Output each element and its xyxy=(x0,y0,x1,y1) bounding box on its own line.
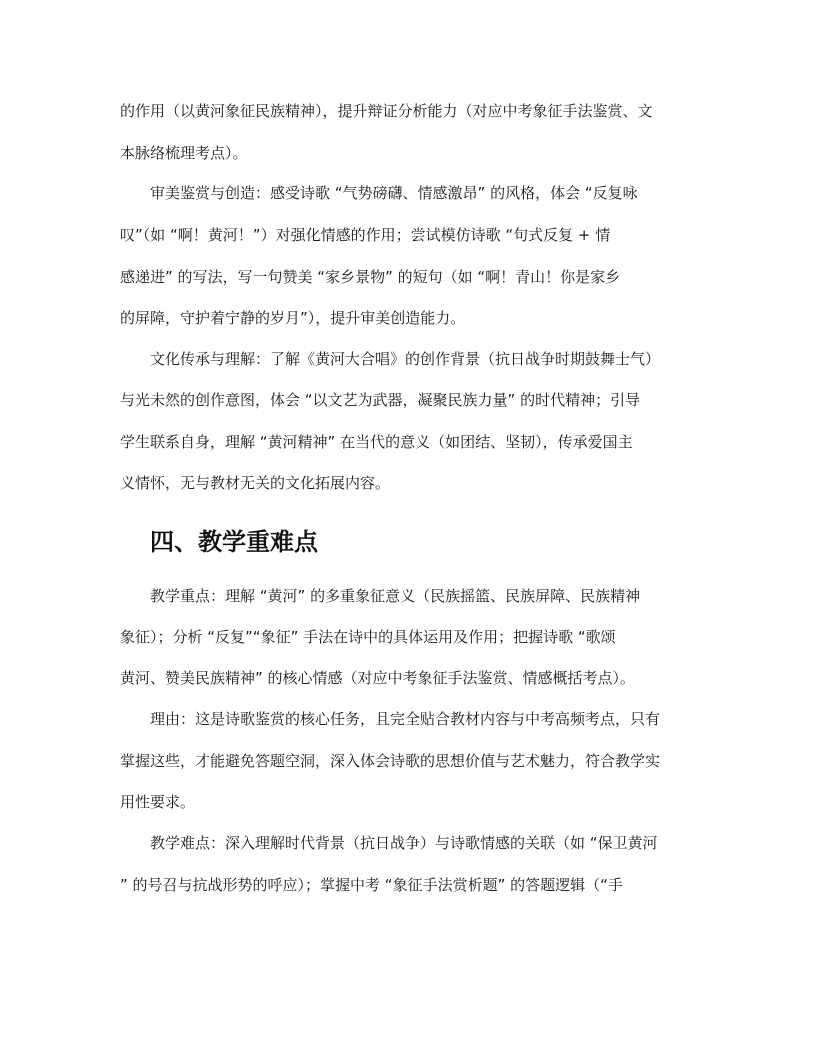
paragraph-line: 黄河、赞美民族精神” 的核心情感（对应中考象征手法鉴赏、情感概括考点）。 xyxy=(120,669,636,687)
paragraph-line: ” 的号召与抗战形势的呼应）；掌握中考 “象征手法赏析题” 的答题逻辑（“手 xyxy=(120,876,623,894)
paragraph-line: 审美鉴赏与创造：感受诗歌 “气势磅礴、情感激昂” 的风格，体会 “反复咏 xyxy=(150,184,638,202)
paragraph-line: 义情怀，无与教材无关的文化拓展内容。 xyxy=(120,474,391,492)
paragraph-line: 象征）；分析 “反复”“象征” 手法在诗中的具体运用及作用；把握诗歌 “歌颂 xyxy=(120,628,616,646)
paragraph-line: 的屏障，守护着宁静的岁月”），提升审美创造能力。 xyxy=(120,309,466,327)
paragraph-line: 学生联系自身，理解 “黄河精神” 在当代的意义（如团结、坚韧），传承爱国主 xyxy=(120,433,633,451)
paragraph-line: 掌握这些，才能避免答题空洞，深入体会诗歌的思想价值与艺术魅力，符合教学实 xyxy=(120,752,661,770)
paragraph-line: 本脉络梳理考点）。 xyxy=(120,144,248,162)
paragraph-line: 教学重点：理解 “黄河” 的多重象征意义（民族摇篮、民族屏障、民族精神 xyxy=(150,587,641,605)
paragraph-line: 文化传承与理解：了解《黄河大合唱》的创作背景（抗日战争时期鼓舞士气） xyxy=(150,350,661,368)
paragraph-line: 与光未然的创作意图，体会 “以文艺为武器，凝聚民族力量” 的时代精神；引导 xyxy=(120,391,641,409)
paragraph-line: 教学难点：深入理解时代背景（抗日战争）与诗歌情感的关联（如 “保卫黄河 xyxy=(150,834,658,852)
paragraph-line: 感递进” 的写法，写一句赞美 “家乡景物” 的短句（如 “啊！青山！你是家乡 xyxy=(120,268,621,286)
paragraph-line: 叹”（如 “啊！黄河！”）对强化情感的作用；尝试模仿诗歌 “句式反复 + 情 xyxy=(120,226,611,244)
section-heading: 四、教学重难点 xyxy=(150,527,318,556)
paragraph-line: 用性要求。 xyxy=(120,793,196,811)
paragraph-line: 的作用（以黄河象征民族精神），提升辩证分析能力（对应中考象征手法鉴赏、文 xyxy=(120,102,653,120)
paragraph-line: 理由：这是诗歌鉴赏的核心任务，且完全贴合教材内容与中考高频考点，只有 xyxy=(150,710,661,728)
